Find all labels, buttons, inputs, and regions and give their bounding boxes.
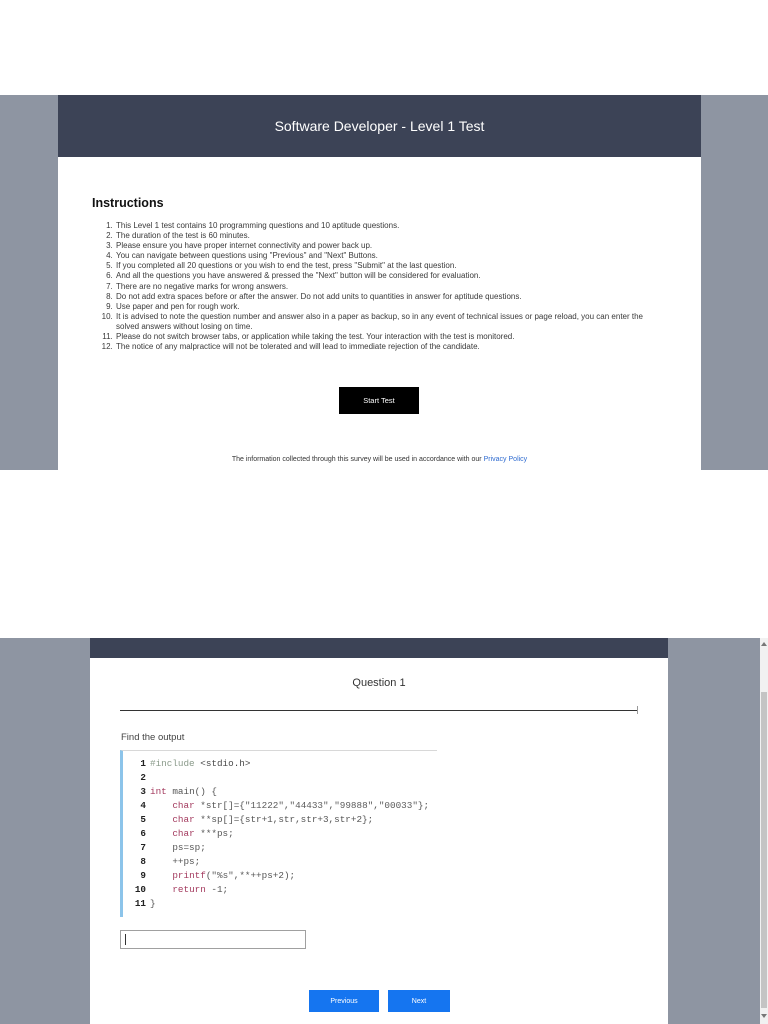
code-line-text <box>150 897 156 911</box>
code-line <box>123 771 437 785</box>
code-line-number: 1 <box>140 758 146 769</box>
code-block <box>120 750 437 917</box>
code-line <box>123 785 437 799</box>
instruction-item: 6. And all the questions you have answered & pressed the "Next" button will be considered for evaluation. <box>115 271 663 281</box>
intro-card <box>58 95 701 470</box>
question-card <box>90 638 668 1024</box>
code-token: main() { <box>166 786 217 797</box>
code-token: **sp[]={str+1,str,str+3,str+2}; <box>194 814 374 825</box>
scroll-up-arrow-icon[interactable] <box>761 642 767 646</box>
code-line-number: 11 <box>134 898 146 909</box>
code-token <box>150 828 172 839</box>
next-button[interactable]: Next <box>388 990 450 1012</box>
intro-header <box>58 95 701 157</box>
scrollbar-thumb[interactable] <box>761 692 767 1008</box>
scroll-down-arrow-icon[interactable] <box>761 1014 767 1018</box>
code-line-text <box>150 855 200 869</box>
code-token: , <box>373 800 379 811</box>
code-keyword: char <box>172 828 195 839</box>
code-token: *str[]={ <box>194 800 245 811</box>
code-token <box>150 814 172 825</box>
code-line-text <box>150 827 234 841</box>
vertical-scrollbar[interactable] <box>760 638 768 1024</box>
code-line-text <box>150 883 228 897</box>
code-keyword: char <box>172 800 195 811</box>
code-line <box>123 855 437 869</box>
instruction-item: 9. Use paper and pen for rough work. <box>115 302 663 312</box>
code-string: "00033" <box>378 800 418 811</box>
question-header-bar <box>90 638 668 658</box>
code-line <box>123 813 437 827</box>
code-line <box>123 799 437 813</box>
intro-panel <box>0 95 768 470</box>
code-token: ps=sp; <box>150 842 206 853</box>
instruction-item: 7. There are no negative marks for wrong answers. <box>115 282 663 292</box>
code-line-number: 6 <box>140 828 146 839</box>
answer-input[interactable] <box>120 930 306 949</box>
code-line <box>123 841 437 855</box>
code-line-number: 3 <box>140 786 146 797</box>
instruction-item: 10. It is advised to note the question number and answer also in a paper as backup, so in any event of technical issues or page reload, you can enter the solved answers without losing on time. <box>115 312 663 332</box>
code-string: "%s" <box>211 870 234 881</box>
code-token: ,**++ps+2); <box>233 870 296 881</box>
code-line-number: 5 <box>140 814 146 825</box>
code-token: ++ps; <box>150 856 201 867</box>
footer-text: The information collected through this survey will be used in accordance with our <box>231 456 482 463</box>
code-line-number: 7 <box>140 842 146 853</box>
question-panel <box>0 638 760 1024</box>
title-divider <box>120 710 638 711</box>
question-prompt: Find the output <box>121 732 185 743</box>
privacy-policy-link[interactable]: Privacy Policy <box>483 456 528 463</box>
code-line <box>123 869 437 883</box>
instruction-item: 1. This Level 1 test contains 10 programming questions and 10 aptitude questions. <box>115 221 663 231</box>
instructions-heading: Instructions <box>92 196 164 210</box>
code-string: "11222" <box>244 800 284 811</box>
code-token: -1; <box>205 884 229 895</box>
code-token <box>150 800 172 811</box>
code-keyword: char <box>172 814 195 825</box>
code-token: , <box>283 800 290 811</box>
code-keyword: printf <box>172 870 206 881</box>
code-line-number: 10 <box>134 884 146 895</box>
question-title: Question 1 <box>352 677 406 689</box>
code-token: ( <box>205 870 212 881</box>
code-line-number: 4 <box>140 800 146 811</box>
test-title: Software Developer - Level 1 Test <box>274 118 485 134</box>
code-line <box>123 897 437 911</box>
code-token <box>150 884 172 895</box>
divider-end-mark <box>637 706 638 714</box>
code-line <box>123 827 437 841</box>
code-token: ***ps; <box>194 828 234 839</box>
code-line-text <box>150 785 217 799</box>
code-line-number: 9 <box>140 870 146 881</box>
code-keyword: int <box>150 786 167 797</box>
code-line-number: 2 <box>140 772 146 783</box>
code-line-text <box>150 841 206 855</box>
code-token: , <box>328 800 335 811</box>
code-token: }; <box>417 800 430 811</box>
instruction-item: 11. Please do not switch browser tabs, or application while taking the test. Your interaction with the test is monitored. <box>115 332 663 342</box>
code-line-text <box>150 757 250 771</box>
code-line <box>123 757 437 771</box>
start-test-button[interactable]: Start Test <box>339 387 419 414</box>
code-line <box>123 883 437 897</box>
previous-button[interactable]: Previous <box>309 990 379 1012</box>
code-header-name: <stdio.h> <box>200 758 251 769</box>
instruction-item: 8. Do not add extra spaces before or after the answer. Do not add units to quantities in answer for aptitude questions. <box>115 292 663 302</box>
privacy-footer <box>58 456 701 463</box>
code-line-number: 8 <box>140 856 146 867</box>
code-token: } <box>150 898 156 909</box>
instruction-item: 12. The notice of any malpractice will not be tolerated and will lead to immediate rejection of the candidate. <box>115 342 663 352</box>
instruction-item: 5. If you completed all 20 questions or you wish to end the test, press "Submit" at the last question. <box>115 261 663 271</box>
text-caret <box>125 934 126 945</box>
instruction-item: 4. You can navigate between questions using "Previous" and "Next" Buttons. <box>115 251 663 261</box>
instruction-item: 2. The duration of the test is 60 minutes. <box>115 231 663 241</box>
code-keyword: return <box>172 884 206 895</box>
code-string: "99888" <box>334 800 374 811</box>
code-keyword: #include <box>150 758 195 769</box>
code-line-text <box>150 799 429 813</box>
code-string: "44433" <box>289 800 329 811</box>
code-line-text <box>150 869 295 883</box>
instruction-item: 3. Please ensure you have proper internet connectivity and power back up. <box>115 241 663 251</box>
instructions-list <box>100 221 663 352</box>
code-token <box>150 870 172 881</box>
code-line-text <box>150 813 373 827</box>
